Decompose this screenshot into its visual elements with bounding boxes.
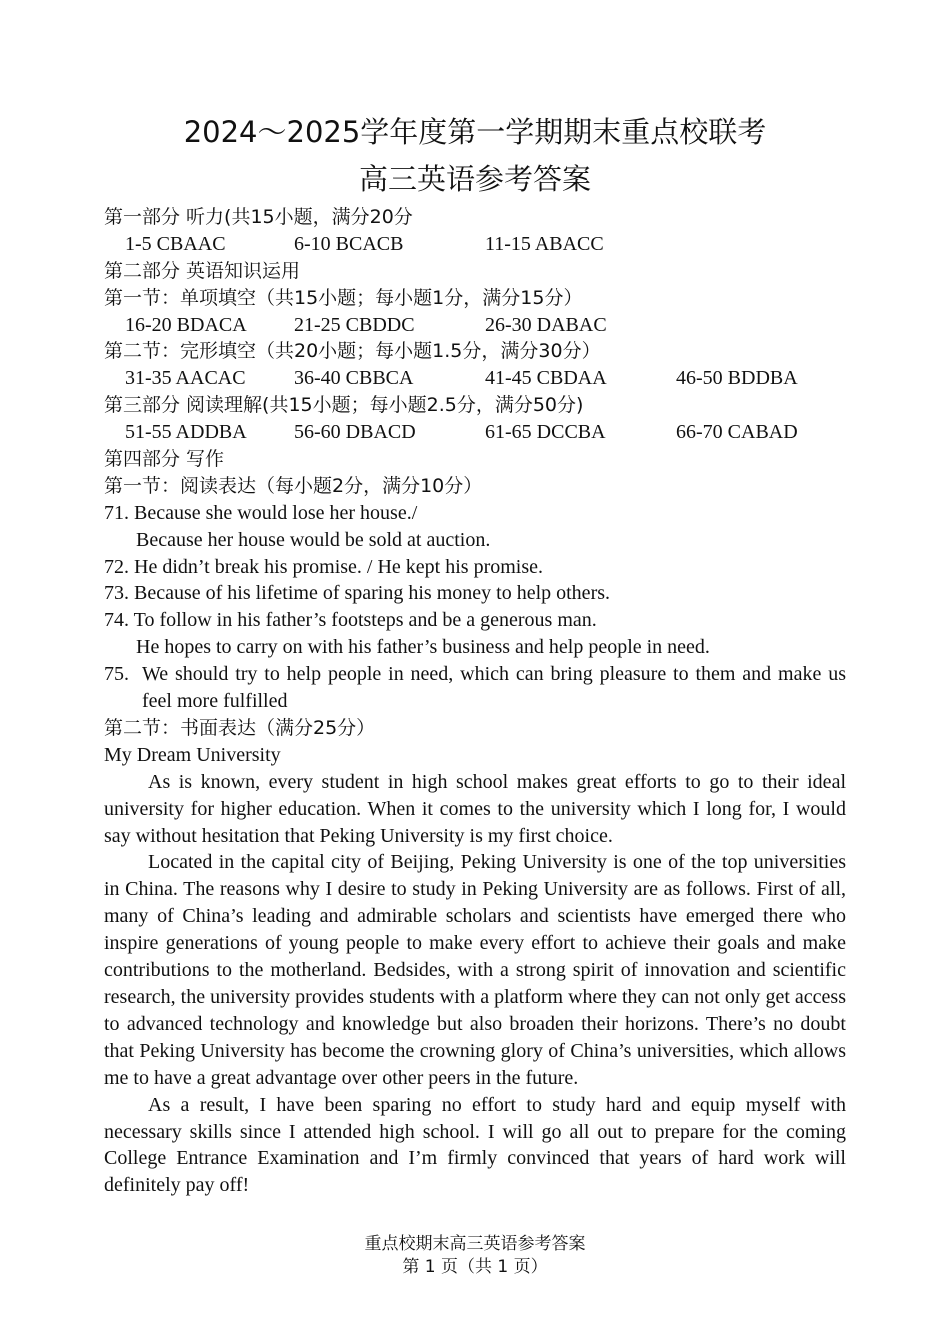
answer-75 [104, 661, 846, 715]
question-number: 73. [104, 582, 129, 605]
part4-section2-heading: 第二节：书面表达（满分25分） [104, 716, 376, 739]
part2-section2-answers [104, 365, 846, 392]
part2-section2-heading: 第二节：完形填空（共20小题；每小题1.5分，满分30分） [104, 340, 601, 363]
essay-paragraph: As is known, every student in high school makes great efforts to go to their ideal university for higher education. When it comes to the university which I long for, I would say without hesitation that Peking University is my first choice. [104, 770, 846, 847]
document-title: 2024～2025学年度第一学期期末重点校联考 [183, 115, 767, 149]
essay-paragraph: Located in the capital city of Beijing, Peking University is one of the top universities in China. The reasons why I desire to study in Peking University are as follows. First of all, many of China’s leading and admirable scholars and scientists have emerged there who inspire generations of young people to make every effort to achieve their goals and make contributions to the motherland. Bedsides, with a strong spirit of innovation and scientific research, the university provides students with a platform where they can not only get access to advanced technology and knowledge but also broaden their horizons. There’s no doubt that Peking University has become the crowning glory of China’s universities, which allows me to have a great advantage over other peers in the future. [104, 851, 846, 1089]
answer-group: 26-30 DABAC [485, 313, 607, 336]
question-number: 71. [104, 501, 129, 524]
answer-group: 31-35 AACAC [125, 367, 246, 390]
answer-group: 51-55 ADDBA [125, 421, 247, 444]
answer-73 [104, 580, 846, 607]
answer-group: 61-65 DCCBA [485, 421, 606, 444]
answer-content [104, 204, 846, 1199]
answer-74 [104, 607, 846, 634]
part2-section1-answers [104, 312, 846, 339]
answer-72 [104, 554, 846, 581]
answer-group: 6-10 BCACB [294, 232, 404, 255]
answer-71-alt: Because her house would be sold at auction. [136, 528, 491, 551]
document-subtitle: 高三英语参考答案 [358, 162, 591, 196]
question-number: 75. [104, 663, 129, 686]
answer-group: 41-45 CBDAA [485, 367, 607, 390]
part3-heading: 第三部分 阅读理解(共15小题；每小题2.5分，满分50分) [104, 394, 584, 417]
answer-74-alt: He hopes to carry on with his father’s business and help people in need. [136, 636, 710, 659]
answer-text: We should try to help people in need, which can bring pleasure to them and make us feel more fulfilled [142, 663, 846, 713]
answer-group: 66-70 CABAD [676, 421, 798, 444]
part2-section1-heading: 第一节：单项填空（共15小题；每小题1分，满分15分） [104, 286, 583, 309]
essay-title: My Dream University [104, 743, 281, 766]
answer-group: 56-60 DBACD [294, 421, 416, 444]
answer-text: He didn’t break his promise. / He kept his promise. [134, 555, 544, 578]
question-number: 74. [104, 609, 129, 632]
answer-text: To follow in his father’s footsteps and be a generous man. [133, 609, 597, 632]
essay-paragraph: As a result, I have been sparing no effort to study hard and equip myself with necessary skills since I attended high school. I will go all out to prepare for the coming College Entrance Examination and I’m firmly convinced that years of hard work will definitely pay off! [104, 1093, 846, 1197]
part4-section1-heading: 第一节：阅读表达（每小题2分，满分10分） [104, 474, 483, 497]
part1-answers [104, 231, 846, 258]
answer-group: 46-50 BDDBA [676, 367, 798, 390]
answer-71 [104, 500, 846, 527]
part4-heading: 第四部分 写作 [104, 448, 225, 471]
part3-answers [104, 419, 846, 446]
page-number: 第 1 页（共 1 页） [402, 1257, 548, 1277]
footer-title: 重点校期末高三英语参考答案 [364, 1234, 586, 1254]
answer-group: 1-5 CBAAC [125, 232, 226, 255]
answer-group: 16-20 BDACA [125, 313, 247, 336]
answer-group: 21-25 CBDDC [294, 313, 415, 336]
answer-group: 11-15 ABACC [485, 232, 604, 255]
answer-text: Because of his lifetime of sparing his money to help others. [134, 582, 611, 605]
answer-text: Because she would lose her house./ [134, 501, 418, 524]
question-number: 72. [104, 555, 129, 578]
part2-heading: 第二部分 英语知识运用 [104, 259, 301, 282]
part1-heading: 第一部分 听力(共15小题，满分20分 [104, 206, 413, 228]
answer-group: 36-40 CBBCA [294, 367, 414, 390]
